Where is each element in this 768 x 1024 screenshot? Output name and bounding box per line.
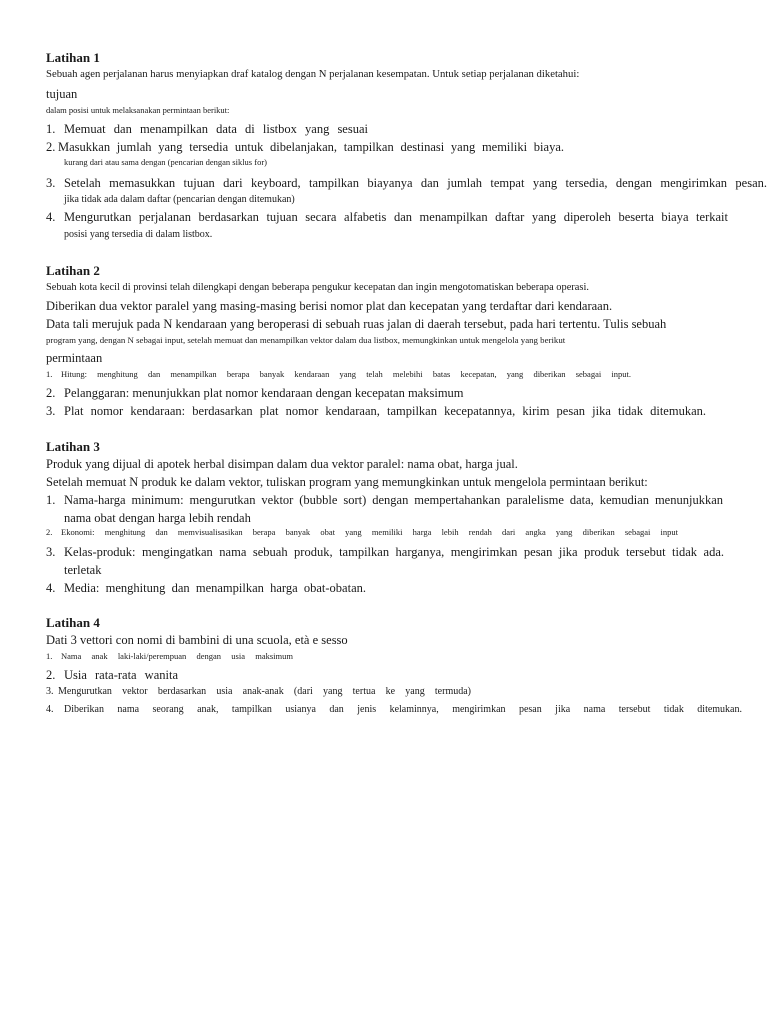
section-title-latihan-1: Latihan 1 [46, 50, 100, 65]
list-item-number: 3. [46, 686, 54, 697]
list-item [46, 141, 564, 154]
list-item-number: 3. [46, 404, 56, 418]
list-item [46, 211, 728, 224]
list-item-text: Usia rata-rata wanita [64, 668, 178, 682]
list-item-number: 2. [46, 668, 56, 682]
list-item-text: Masukkan jumlah yang tersedia untuk dibelanjakan, tampilkan destinasi yang memiliki biaya. [58, 140, 564, 154]
list-item-continuation: terletak [64, 563, 102, 577]
list-item-number: 1. [46, 651, 53, 661]
list-item-number: 1. [46, 493, 56, 507]
paragraph-line: program yang, dengan N sebagai input, setelah memuat dan menampilkan vektor dalam dua listbox, memungkinkan untuk mengelola yang berikut [46, 335, 566, 345]
list-item [46, 123, 368, 136]
list-item-text: Pelanggaran: menunjukkan plat nomor kendaraan dengan kecepatan maksimum [64, 386, 464, 400]
list-item-number: 2. [46, 527, 53, 537]
list-item-text: Setelah memasukkan tujuan dari keyboard, tampilkan biayanya dan jumlah tempat yang tersedia, dengan mengirimkan pesan. [64, 176, 767, 190]
list-item [46, 705, 742, 715]
list-item-number: 4. [46, 704, 54, 715]
list-item-text: Hitung: menghitung dan menampilkan berapa banyak kendaraan yang telah melebihi batas kecepatan, yang diberikan sebagai input. [61, 369, 631, 379]
list-item [46, 528, 678, 537]
list-item-number: 1. [46, 122, 56, 136]
paragraph-line: Produk yang dijual di apotek herbal disimpan dalam dua vektor paralel: nama obat, harga jual. [46, 457, 518, 471]
list-item-number: 4. [46, 210, 56, 224]
paragraph-line: Sebuah kota kecil di provinsi telah dilengkapi dengan beberapa pengukur kecepatan dan ingin mengotomatiskan beberapa operasi. [46, 282, 589, 293]
section-title-latihan-3: Latihan 3 [46, 439, 100, 454]
list-item [46, 177, 767, 190]
paragraph-line: dalam posisi untuk melaksanakan permintaan berikut: [46, 105, 230, 115]
list-item [46, 386, 464, 400]
list-item-text: Media: menghitung dan menampilkan harga obat-obatan. [64, 581, 366, 595]
paragraph-line: Sebuah agen perjalanan harus menyiapkan draf katalog dengan N perjalanan kesempatan. Untuk setiap perjalanan diketahui: [46, 69, 580, 80]
list-item-subtext: kurang dari atau sama dengan (pencarian dengan siklus for) [64, 157, 267, 167]
section-title-latihan-4: Latihan 4 [46, 615, 100, 630]
list-item-text: Mengurutkan vektor berdasarkan usia anak-anak (dari yang tertua ke yang termuda) [58, 686, 471, 697]
paragraph-line: Data tali merujuk pada N kendaraan yang beroperasi di sebuah ruas jalan di daerah tersebut, pada hari tertentu. Tulis sebuah [46, 317, 667, 331]
paragraph-line: Setelah memuat N produk ke dalam vektor, tuliskan program yang memungkinkan untuk mengelola permintaan berikut: [46, 475, 648, 489]
list-item [46, 582, 366, 595]
list-item-number: 1. [46, 369, 53, 379]
list-item-text: Diberikan nama seorang anak, tampilkan usianya dan jenis kelaminnya, mengirimkan pesan jika nama tersebut tidak ditemukan. [64, 704, 742, 715]
list-item [46, 494, 723, 507]
list-item [46, 546, 724, 559]
list-item [46, 652, 293, 661]
list-item-number: 4. [46, 581, 56, 595]
list-item-text: Kelas-produk: mengingatkan nama sebuah produk, tampilkan harganya, mengirimkan pesan jika produk tersebut tidak ada. [64, 545, 724, 559]
list-item [46, 370, 631, 379]
paragraph-line: Dati 3 vettori con nomi di bambini di una scuola, età e sesso [46, 633, 348, 647]
list-item-number: 3. [46, 176, 56, 190]
list-item-text: Plat nomor kendaraan: berdasarkan plat nomor kendaraan, tampilkan kecepatannya, kirim pesan jika tidak ditemukan. [64, 404, 706, 418]
list-item [46, 405, 706, 418]
list-item-continuation: jika tidak ada dalam daftar (pencarian dengan ditemukan) [64, 194, 295, 205]
paragraph-line: Diberikan dua vektor paralel yang masing-masing berisi nomor plat dan kecepatan yang terdaftar dari kendaraan. [46, 299, 613, 313]
list-item-text: Ekonomi: menghitung dan memvisualisasikan berapa banyak obat yang memiliki harga lebih rendah dari angka yang diberikan sebagai input [61, 527, 678, 537]
list-item [46, 669, 178, 682]
section-title-latihan-2: Latihan 2 [46, 263, 100, 278]
list-item-number: 2. [46, 140, 56, 154]
list-item-continuation: nama obat dengan harga lebih rendah [64, 511, 251, 525]
paragraph-line: permintaan [46, 351, 103, 365]
list-item-continuation: posisi yang tersedia di dalam listbox. [64, 229, 213, 240]
list-item-number: 3. [46, 545, 56, 559]
list-item-text: Memuat dan menampilkan data di listbox yang sesuai [64, 122, 368, 136]
list-item-text: Nama anak laki-laki/perempuan dengan usia maksimum [61, 651, 293, 661]
list-item-text: Nama-harga minimum: mengurutkan vektor (bubble sort) dengan mempertahankan paralelisme data, kemudian menunjukkan [64, 493, 723, 507]
list-item-text: Mengurutkan perjalanan berdasarkan tujuan secara alfabetis dan menampilkan daftar yang diperoleh beserta biaya terkait [64, 210, 728, 224]
paragraph-line: tujuan [46, 87, 78, 101]
list-item-number: 2. [46, 386, 56, 400]
list-item [46, 687, 471, 697]
